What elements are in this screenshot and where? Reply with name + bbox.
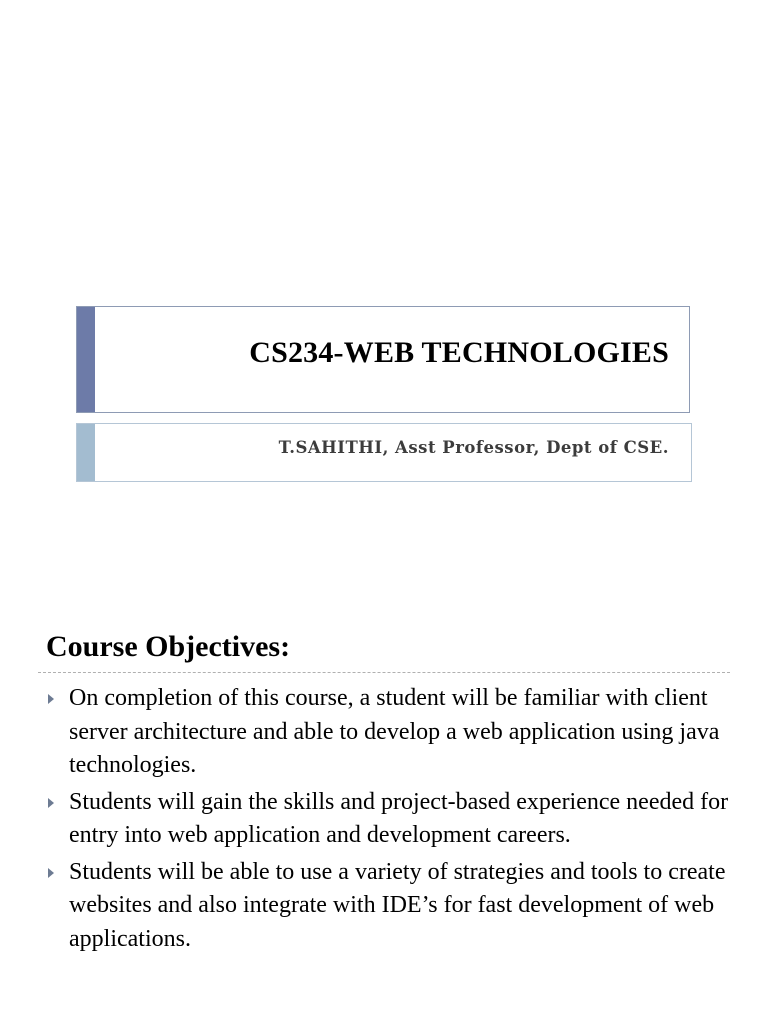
section-divider (38, 672, 730, 673)
objectives-list (46, 682, 746, 959)
title-box (76, 306, 690, 413)
triangle-right-icon (48, 868, 54, 878)
triangle-right-icon (48, 798, 54, 808)
slide-subtitle: T.SAHITHI, Asst Professor, Dept of CSE. (278, 438, 669, 457)
title-accent-bar (77, 307, 95, 412)
objective-text: Students will gain the skills and project-based experience needed for entry into web application and development careers. (69, 788, 729, 848)
section-heading: Course Objectives: (46, 630, 291, 663)
objective-text: Students will be able to use a variety of strategies and tools to create websites and also integrate with IDE’s for fast development of web applications. (69, 858, 726, 952)
list-item (46, 786, 746, 853)
list-item (46, 856, 746, 957)
slide-title: CS234-WEB TECHNOLOGIES (249, 336, 669, 369)
list-item (46, 682, 746, 783)
triangle-right-icon (48, 694, 54, 704)
subtitle-accent-bar (77, 424, 95, 481)
objective-text: On completion of this course, a student will be familiar with client server architecture and able to develop a web application using java technologies. (69, 685, 720, 778)
subtitle-box (76, 423, 692, 482)
